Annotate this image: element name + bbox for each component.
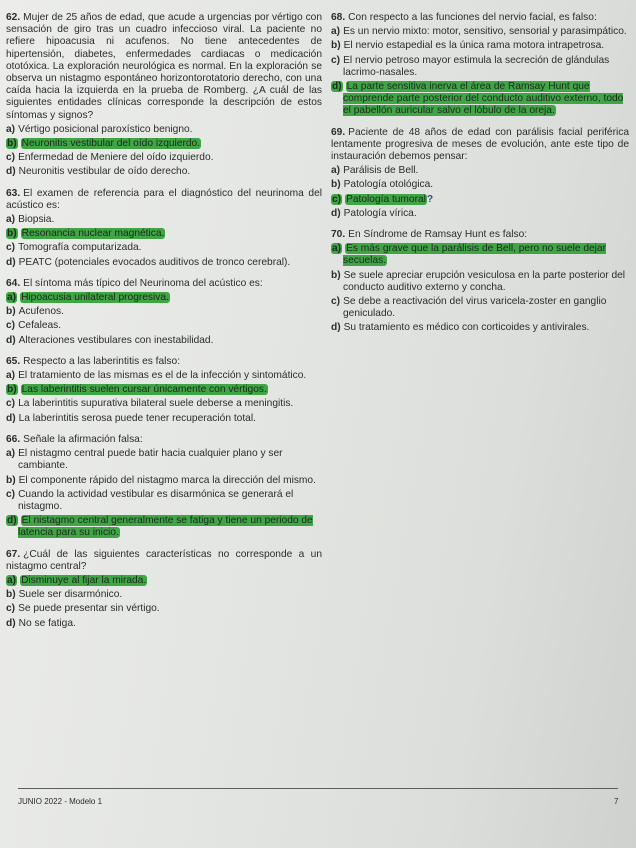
option-letter: d): [6, 617, 16, 629]
answer-option: [331, 40, 629, 52]
option-text: La laberintitis supurativa bilateral suele deberse a meningitis.: [18, 398, 294, 410]
answer-option: [6, 257, 322, 269]
answer-option: [6, 320, 322, 332]
answer-option: [6, 138, 322, 150]
question-68: [331, 12, 629, 118]
page-number: 7: [614, 797, 619, 806]
question-text: Respecto a las laberintitis es falso:: [23, 355, 181, 367]
question-62: [6, 12, 322, 179]
handwritten-question-mark: ?: [426, 193, 434, 205]
option-letter-highlighted: a): [7, 574, 17, 586]
option-letter: d): [6, 334, 16, 346]
option-letter-highlighted: b): [7, 138, 17, 150]
option-text: Resonancia nuclear magnética.: [21, 228, 165, 240]
answer-option: [331, 179, 629, 191]
question-number: 63.: [6, 187, 21, 199]
answer-option: [6, 228, 322, 240]
option-letter-highlighted: a): [332, 243, 342, 255]
option-letter: c): [6, 152, 16, 164]
question-stem: [6, 188, 322, 212]
option-letter: b): [6, 474, 16, 486]
answer-option: [6, 152, 322, 164]
question-stem: [331, 229, 629, 241]
question-number: 69.: [331, 126, 346, 138]
question-text: En Síndrome de Ramsay Hunt es falso:: [348, 229, 528, 241]
answer-option: [6, 335, 322, 347]
right-column: [331, 12, 629, 344]
answer-option: [6, 370, 322, 382]
question-text: Paciente de 48 años de edad con parálisis facial periférica lentamente progresiva de meses de evolución, ante este tipo de instauración debemos pensar:: [331, 126, 629, 163]
option-text: Cefaleas.: [18, 320, 62, 332]
answer-option: [331, 55, 629, 79]
option-text: Es un nervio mixto: motor, sensitivo, sensorial y parasimpático.: [343, 26, 627, 38]
option-letter: a): [6, 448, 16, 460]
option-letter: b): [331, 40, 341, 52]
question-text: El examen de referencia para el diagnóstico del neurinoma del acústico es:: [6, 187, 322, 211]
question-number: 65.: [6, 355, 21, 367]
answer-option: [6, 124, 322, 136]
answer-option: [6, 589, 322, 601]
option-letter: c): [6, 398, 16, 410]
option-text: Neuronitis vestibular del oído izquierdo.: [21, 138, 201, 150]
question-69: [331, 127, 629, 220]
option-letter: d): [331, 322, 341, 334]
answer-option: [331, 322, 629, 334]
option-text: Enfermedad de Meniere del oído izquierdo.: [18, 152, 214, 164]
option-letter: a): [6, 370, 16, 382]
question-number: 62.: [6, 12, 21, 23]
question-stem: [6, 549, 322, 573]
option-text: El componente rápido del nistagmo marca la dirección del mismo.: [18, 474, 316, 486]
answer-option: [331, 296, 629, 320]
option-text: Acufenos.: [18, 306, 64, 318]
answer-option: [331, 243, 629, 267]
question-text: El síntoma más típico del Neurinoma del acústico es:: [23, 277, 263, 289]
question-number: 66.: [6, 433, 21, 445]
answer-option: [6, 489, 322, 513]
option-text: El tratamiento de las mismas es el de la infección y sintomático.: [18, 370, 307, 382]
answer-option: [6, 515, 322, 539]
option-text: PEATC (potenciales evocados auditivos de tronco cerebral).: [18, 256, 291, 268]
option-text: Patología otológica.: [343, 179, 434, 191]
option-letter: d): [6, 166, 16, 178]
answer-option: [6, 448, 322, 472]
question-stem: [6, 434, 322, 446]
answer-option: [6, 575, 322, 587]
option-letter: d): [331, 207, 341, 219]
option-letter: d): [6, 256, 16, 268]
option-text: Parálisis de Bell.: [343, 165, 419, 177]
question-65: [6, 356, 322, 425]
option-letter: c): [6, 242, 16, 254]
answer-option: [331, 81, 629, 118]
option-letter: c): [331, 296, 341, 308]
option-text: Biopsia.: [18, 214, 55, 226]
option-text: El nervio estapedial es la única rama motora intrapetrosa.: [343, 40, 605, 52]
option-text: El nervio petroso mayor estimula la secreción de glándulas lacrimo-nasales.: [343, 54, 610, 78]
footer-divider: [18, 788, 618, 789]
option-letter-highlighted: a): [7, 292, 17, 304]
option-text: Alteraciones vestibulares con inestabilidad.: [18, 334, 214, 346]
option-letter-highlighted: b): [7, 384, 17, 396]
option-letter: c): [6, 488, 16, 500]
answer-option: [6, 398, 322, 410]
option-letter: a): [331, 165, 341, 177]
footer-exam-label: JUNIO 2022 - Modelo 1: [18, 797, 103, 806]
question-number: 64.: [6, 277, 21, 289]
option-letter: c): [331, 54, 341, 66]
answer-option: [331, 165, 629, 177]
option-text: Tomografía computarizada.: [18, 242, 142, 254]
option-text: Cuando la actividad vestibular es disarmónica se generará el nistagmo.: [18, 488, 294, 512]
option-text: Patología vírica.: [343, 207, 417, 219]
answer-option: [331, 208, 629, 220]
option-text: Su tratamiento es médico con corticoides y antivirales.: [343, 322, 590, 334]
option-letter: d): [6, 412, 16, 424]
option-text: El nistagmo central generalmente se fatiga y tiene un periodo de latencia para su inicio.: [18, 515, 313, 539]
question-stem: [6, 12, 322, 122]
question-66: [6, 434, 322, 540]
option-text: Se debe a reactivación del virus varicela-zoster en ganglio geniculado.: [343, 296, 607, 320]
answer-option: [6, 166, 322, 178]
option-letter: a): [6, 214, 16, 226]
option-text: Neuronitis vestibular de oído derecho.: [18, 166, 191, 178]
option-letter-highlighted: c): [332, 193, 342, 205]
answer-option: [6, 413, 322, 425]
question-text: ¿Cuál de las siguientes características no corresponde a un nistagmo central?: [6, 548, 322, 572]
answer-option: [6, 292, 322, 304]
answer-option: [6, 603, 322, 615]
option-text: La parte sensitiva inerva el área de Ramsay Hunt que comprende parte posterior del conducto auditivo externo, todo el pabellón auricular salvo el lóbulo de la oreja.: [343, 81, 624, 117]
question-67: [6, 549, 322, 630]
question-text: Con respecto a las funciones del nervio facial, es falso:: [348, 12, 597, 23]
option-text: Las laberintitis suelen cursar únicamente con vértigos.: [21, 384, 267, 396]
question-number: 70.: [331, 229, 346, 241]
question-70: [331, 229, 629, 335]
question-stem: [331, 12, 629, 24]
option-letter: c): [6, 320, 16, 332]
option-text: Vértigo posicional paroxístico benigno.: [18, 123, 193, 135]
question-64: [6, 278, 322, 347]
option-letter: a): [331, 26, 341, 38]
question-text: Señale la afirmación falsa:: [23, 433, 143, 445]
answer-option: [6, 306, 322, 318]
answer-option: [331, 270, 629, 294]
option-letter-highlighted: d): [332, 81, 342, 93]
option-text: Se puede presentar sin vértigo.: [18, 603, 160, 615]
option-letter: a): [6, 123, 16, 135]
answer-option: [6, 618, 322, 630]
option-letter: b): [331, 179, 341, 191]
answer-option: [6, 242, 322, 254]
option-text: Hipoacusia unilateral progresiva.: [21, 292, 169, 304]
option-text: No se fatiga.: [18, 617, 76, 629]
option-letter: b): [6, 589, 16, 601]
option-letter-highlighted: d): [7, 515, 17, 527]
option-text: Es más grave que la parálisis de Bell, pero no suele dejar secuelas.: [343, 243, 606, 267]
answer-option: [331, 26, 629, 38]
left-column: [6, 12, 322, 639]
option-text: La laberintitis serosa puede tener recuperación total.: [18, 412, 256, 424]
option-letter-highlighted: b): [7, 228, 17, 240]
option-letter: b): [331, 269, 341, 281]
answer-option: [6, 475, 322, 487]
option-text: Se suele apreciar erupción vesiculosa en la parte posterior del conducto auditivo externo y concha.: [343, 269, 626, 293]
answer-option: [6, 214, 322, 226]
answer-option: [6, 384, 322, 396]
question-number: 67.: [6, 548, 21, 560]
question-stem: [6, 356, 322, 368]
question-text: Mujer de 25 años de edad, que acude a urgencias por vértigo con sensación de giro tras un cuadro infeccioso viral. La paciente no refiere hipoacusia ni acufenos. No tiene antecedentes de hipertensión, diabetes, enfermedades cardiacas o medicación ototóxica. La exploración neurológica es normal. En la exploración se observa un nistagmo espontáneo horizontorotatorio derecho, con una caída hacia la izquierda en la prueba de Romberg. ¿A cuál de las siguientes entidades clínicas corresponde la descripción de estos síntomas y signos?: [6, 12, 322, 121]
question-stem: [331, 127, 629, 164]
option-text: El nistagmo central puede batir hacia cualquier plano y ser cambiante.: [18, 448, 283, 472]
option-text: Patología tumoral: [346, 193, 426, 205]
question-stem: [6, 278, 322, 290]
option-letter: b): [6, 306, 16, 318]
question-63: [6, 188, 322, 269]
question-number: 68.: [331, 12, 346, 23]
answer-option: [331, 194, 629, 206]
option-letter: c): [6, 603, 16, 615]
option-text: Suele ser disarmónico.: [18, 589, 123, 601]
option-text: Disminuye al fijar la mirada.: [21, 574, 147, 586]
